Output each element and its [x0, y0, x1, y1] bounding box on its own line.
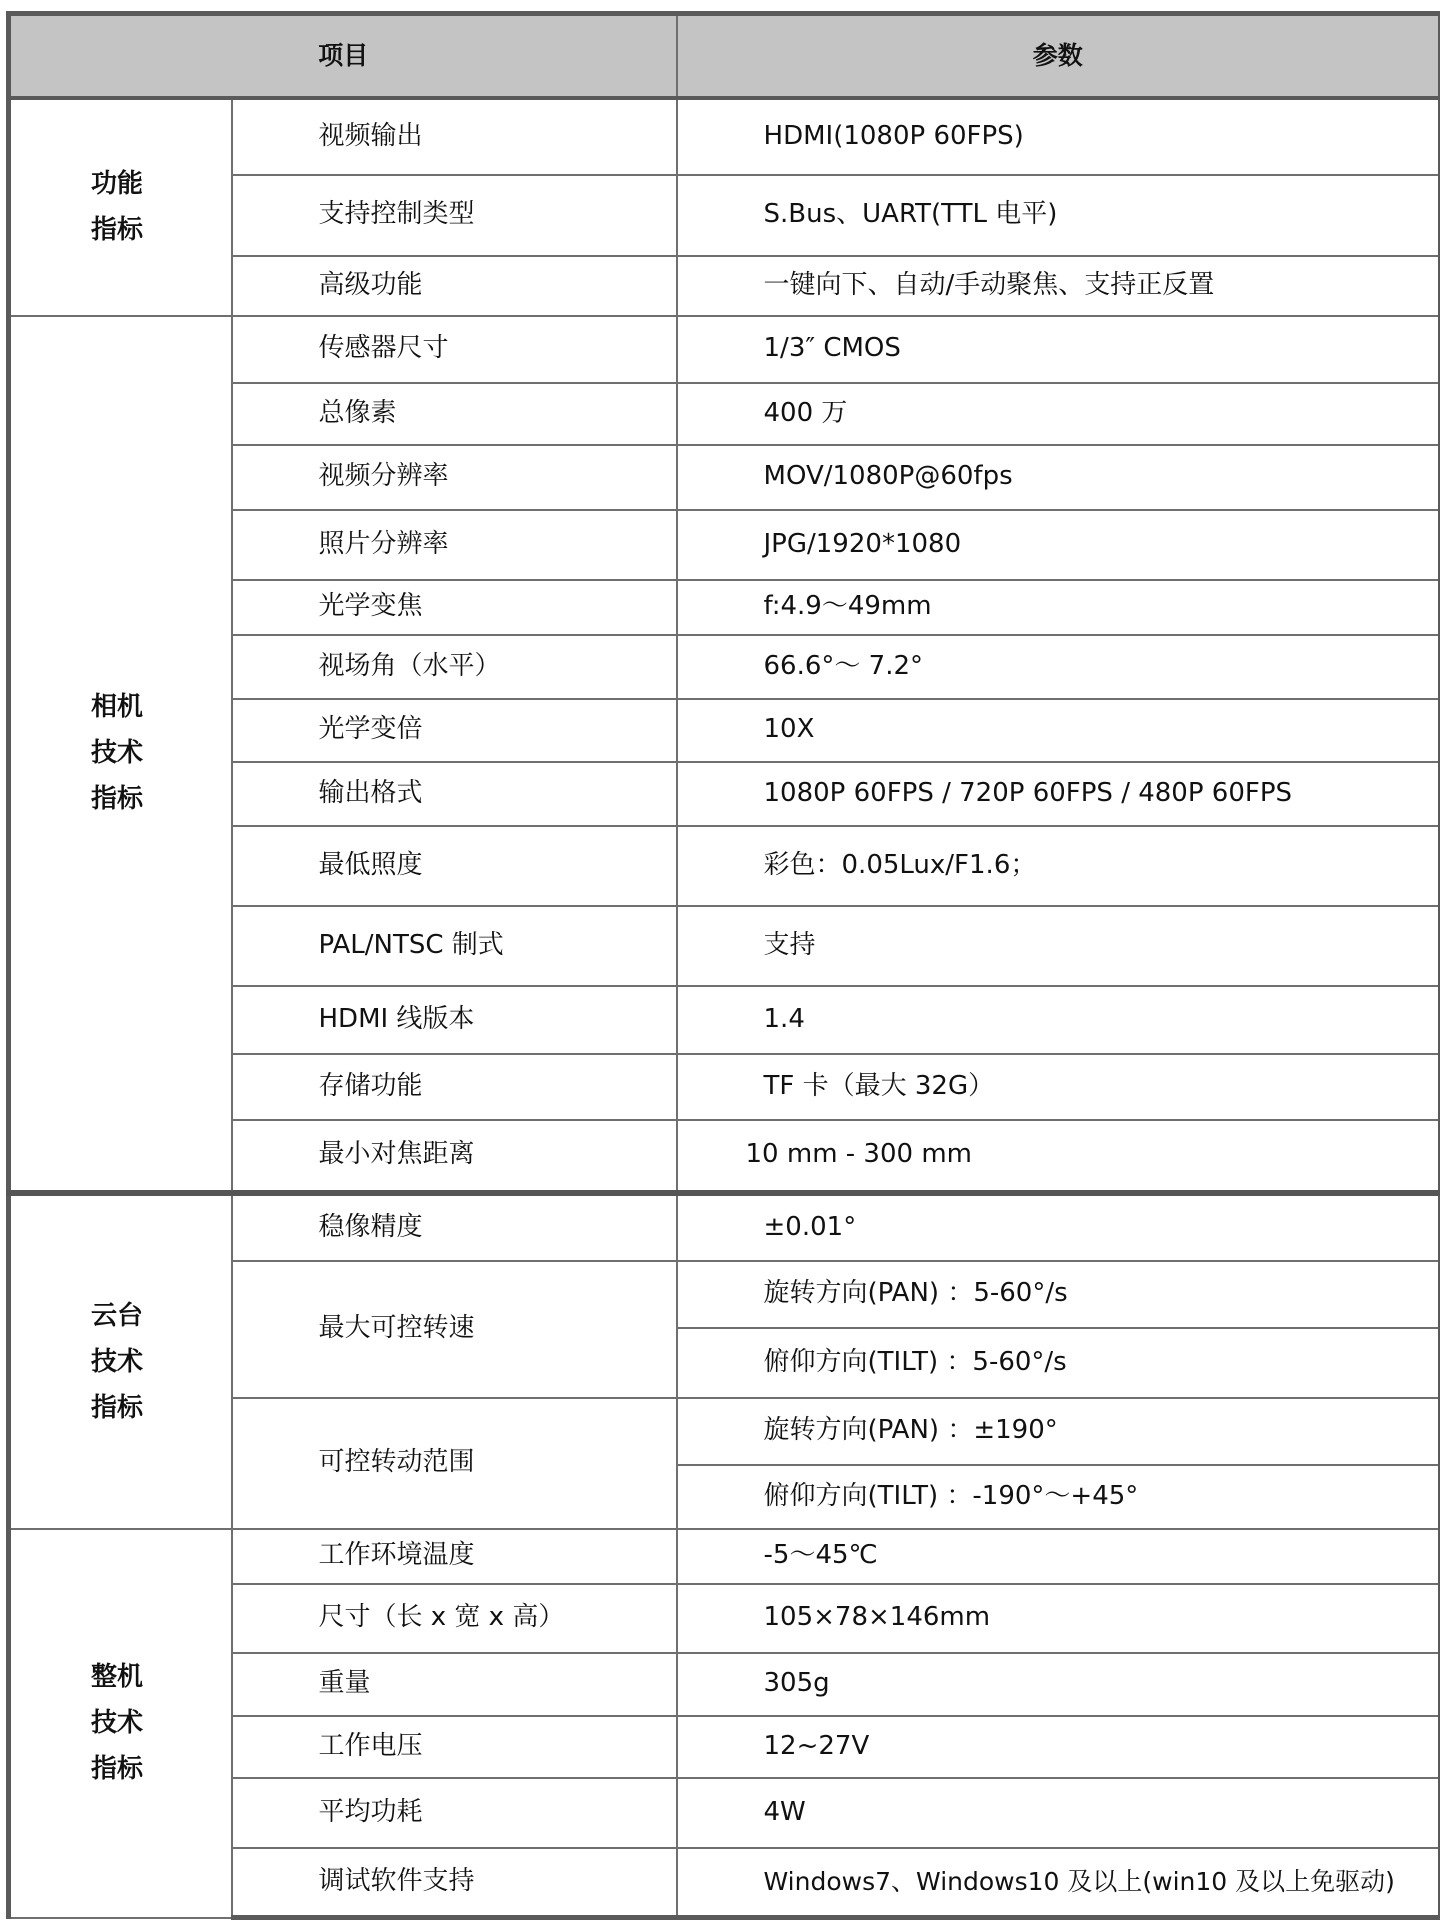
value-cell: 66.6°～ 7.2° [677, 635, 1440, 699]
item-cell: 视场角（水平） [232, 635, 677, 699]
value-cell: f:4.9～49mm [677, 580, 1440, 635]
value-cell: HDMI(1080P 60FPS) [677, 98, 1440, 175]
item-cell: 传感器尺寸 [232, 316, 677, 383]
item-cell: PAL/NTSC 制式 [232, 906, 677, 986]
category-gimbal: 云台 技术 指标 [9, 1193, 232, 1529]
value-cell: 支持 [677, 906, 1440, 986]
value-cell: 10X [677, 699, 1440, 762]
value-cell: 彩色：0.05Lux/F1.6； [677, 826, 1440, 906]
category-function: 功能 指标 [9, 98, 232, 316]
value-cell: Windows7、Windows10 及以上(win10 及以上免驱动) [677, 1848, 1440, 1918]
value-cell: 1/3″ CMOS [677, 316, 1440, 383]
value-cell: 旋转方向(PAN) ：5-60°/s [677, 1261, 1440, 1328]
item-cell: 工作电压 [232, 1716, 677, 1778]
value-cell: 1080P 60FPS / 720P 60FPS / 480P 60FPS [677, 762, 1440, 826]
value-cell: 俯仰方向(TILT) ：5-60°/s [677, 1328, 1440, 1398]
item-cell: 视频输出 [232, 98, 677, 175]
item-cell: 可控转动范围 [232, 1398, 677, 1529]
value-cell: 1.4 [677, 986, 1440, 1054]
item-cell: 存储功能 [232, 1054, 677, 1120]
item-cell: 光学变倍 [232, 699, 677, 762]
value-cell: 105×78×146mm [677, 1584, 1440, 1653]
value-cell: 10 mm - 300 mm [677, 1120, 1440, 1193]
header-param-cell: 参数 [677, 14, 1440, 98]
value-cell: TF 卡（最大 32G） [677, 1054, 1440, 1120]
item-cell: 高级功能 [232, 256, 677, 316]
value-cell: ±0.01° [677, 1193, 1440, 1261]
item-cell: 输出格式 [232, 762, 677, 826]
item-cell: 调试软件支持 [232, 1848, 677, 1918]
item-cell: 平均功耗 [232, 1778, 677, 1848]
value-cell: 305g [677, 1653, 1440, 1716]
value-cell: -5～45℃ [677, 1529, 1440, 1584]
item-cell: 重量 [232, 1653, 677, 1716]
item-cell: 工作环境温度 [232, 1529, 677, 1584]
item-cell: 照片分辨率 [232, 510, 677, 580]
value-cell: JPG/1920*1080 [677, 510, 1440, 580]
item-cell: 最低照度 [232, 826, 677, 906]
value-cell: 12~27V [677, 1716, 1440, 1778]
item-cell: 光学变焦 [232, 580, 677, 635]
table-row [9, 98, 1440, 175]
category-camera: 相机 技术 指标 [9, 316, 232, 1193]
table-row [9, 316, 1440, 383]
item-cell: 支持控制类型 [232, 175, 677, 256]
value-cell: 4W [677, 1778, 1440, 1848]
item-cell: 稳像精度 [232, 1193, 677, 1261]
item-cell: 最大可控转速 [232, 1261, 677, 1398]
spec-table [6, 11, 1440, 1920]
item-cell: HDMI 线版本 [232, 986, 677, 1054]
value-cell: MOV/1080P@60fps [677, 445, 1440, 510]
category-device: 整机 技术 指标 [9, 1529, 232, 1918]
item-cell: 尺寸（长 x 宽 x 高） [232, 1584, 677, 1653]
table-row [9, 1529, 1440, 1584]
value-cell: 一键向下、自动/手动聚焦、支持正反置 [677, 256, 1440, 316]
item-cell: 视频分辨率 [232, 445, 677, 510]
value-cell: S.Bus、UART(TTL 电平) [677, 175, 1440, 256]
value-cell: 400 万 [677, 383, 1440, 445]
item-cell: 总像素 [232, 383, 677, 445]
header-item-cell: 项目 [9, 14, 677, 98]
value-cell: 俯仰方向(TILT) ：-190°～+45° [677, 1465, 1440, 1529]
table-header-row [9, 14, 1440, 98]
value-cell: 旋转方向(PAN) ：±190° [677, 1398, 1440, 1465]
item-cell: 最小对焦距离 [232, 1120, 677, 1193]
table-row [9, 1193, 1440, 1261]
